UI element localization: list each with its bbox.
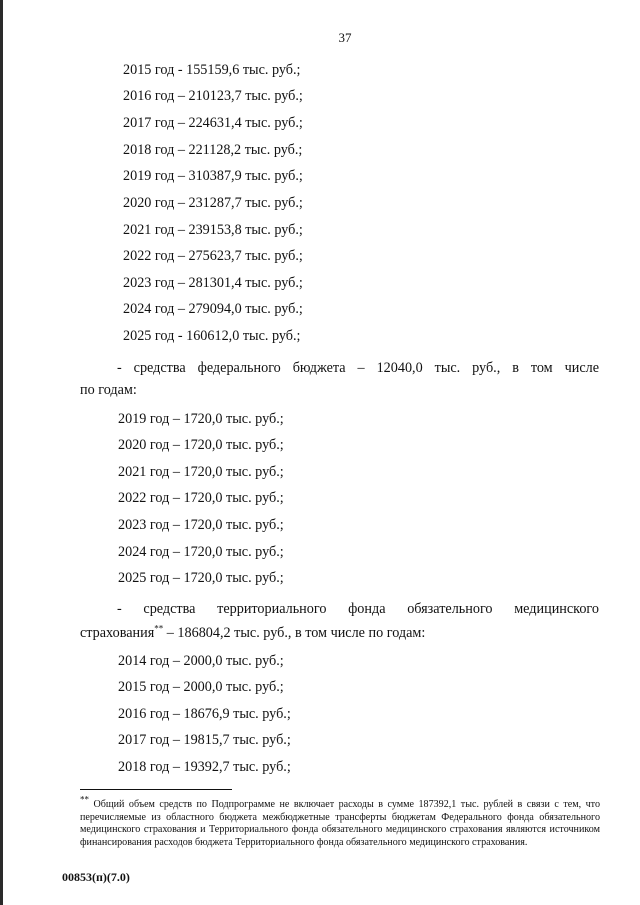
tfoms-intro-word: страхования xyxy=(80,625,155,641)
federal-intro-text: - средства федерального бюджета – 12040,0 тыс. руб., в том числе xyxy=(117,360,599,376)
federal-paragraph-line2: по годам: xyxy=(80,382,137,398)
amount-line: 2019 год – 1720,0 тыс. руб.; xyxy=(118,411,284,427)
document-code: 00853(п)(7.0) xyxy=(62,870,130,884)
amount-line: 2025 год – 1720,0 тыс. руб.; xyxy=(118,570,284,586)
amount-line: 2015 год – 2000,0 тыс. руб.; xyxy=(118,679,284,695)
amount-line: 2016 год – 210123,7 тыс. руб.; xyxy=(123,88,303,104)
amount-line: 2020 год – 231287,7 тыс. руб.; xyxy=(123,195,303,211)
amount-line: 2021 год – 239153,8 тыс. руб.; xyxy=(123,222,303,238)
footnote-marker: ** xyxy=(80,794,89,805)
footnote-reference: ** xyxy=(154,623,164,634)
tfoms-intro-text: - средства территориального фонда обязательного медицинского xyxy=(117,601,599,617)
footnote-separator xyxy=(80,789,232,790)
footnote-text: Общий объем средств по Подпрограмме не включает расходы в сумме 187392,1 тыс. рублей в связи с тем, что перечисляемые из областного бюджета межбюджетные трансферты бюджетам Федерального фонда обязательного медицинского страхования и Территориального фонда обязательного медицинского страхования являются источником финансирования расходов бюджета Территориального фонда обязательного медицинского страхования. xyxy=(80,799,600,848)
amount-line: 2018 год – 221128,2 тыс. руб.; xyxy=(123,142,303,158)
amount-line: 2024 год – 279094,0 тыс. руб.; xyxy=(123,301,303,317)
tfoms-paragraph-line1 xyxy=(117,600,599,618)
amount-line: 2019 год – 310387,9 тыс. руб.; xyxy=(123,168,303,184)
amount-line: 2015 год - 155159,6 тыс. руб.; xyxy=(123,62,301,78)
tfoms-paragraph-line2 xyxy=(80,624,425,642)
amount-line: 2022 год – 1720,0 тыс. руб.; xyxy=(118,490,284,506)
amount-line: 2021 год – 1720,0 тыс. руб.; xyxy=(118,464,284,480)
scan-edge xyxy=(0,0,3,905)
amount-line: 2017 год – 19815,7 тыс. руб.; xyxy=(118,732,291,748)
amount-line: 2020 год – 1720,0 тыс. руб.; xyxy=(118,437,284,453)
amount-line: 2017 год – 224631,4 тыс. руб.; xyxy=(123,115,303,131)
amount-line: 2016 год – 18676,9 тыс. руб.; xyxy=(118,706,291,722)
amount-line: 2022 год – 275623,7 тыс. руб.; xyxy=(123,248,303,264)
amount-line: 2014 год – 2000,0 тыс. руб.; xyxy=(118,653,284,669)
amount-line: 2025 год - 160612,0 тыс. руб.; xyxy=(123,328,301,344)
amount-line: 2024 год – 1720,0 тыс. руб.; xyxy=(118,544,284,560)
federal-paragraph-line1 xyxy=(117,359,599,377)
tfoms-intro-rest: – 186804,2 тыс. руб., в том числе по годам: xyxy=(163,625,426,641)
page-number: 37 xyxy=(338,30,352,45)
amount-line: 2023 год – 281301,4 тыс. руб.; xyxy=(123,275,303,291)
amount-line: 2018 год – 19392,7 тыс. руб.; xyxy=(118,759,291,775)
footnote xyxy=(80,794,600,849)
amount-line: 2023 год – 1720,0 тыс. руб.; xyxy=(118,517,284,533)
